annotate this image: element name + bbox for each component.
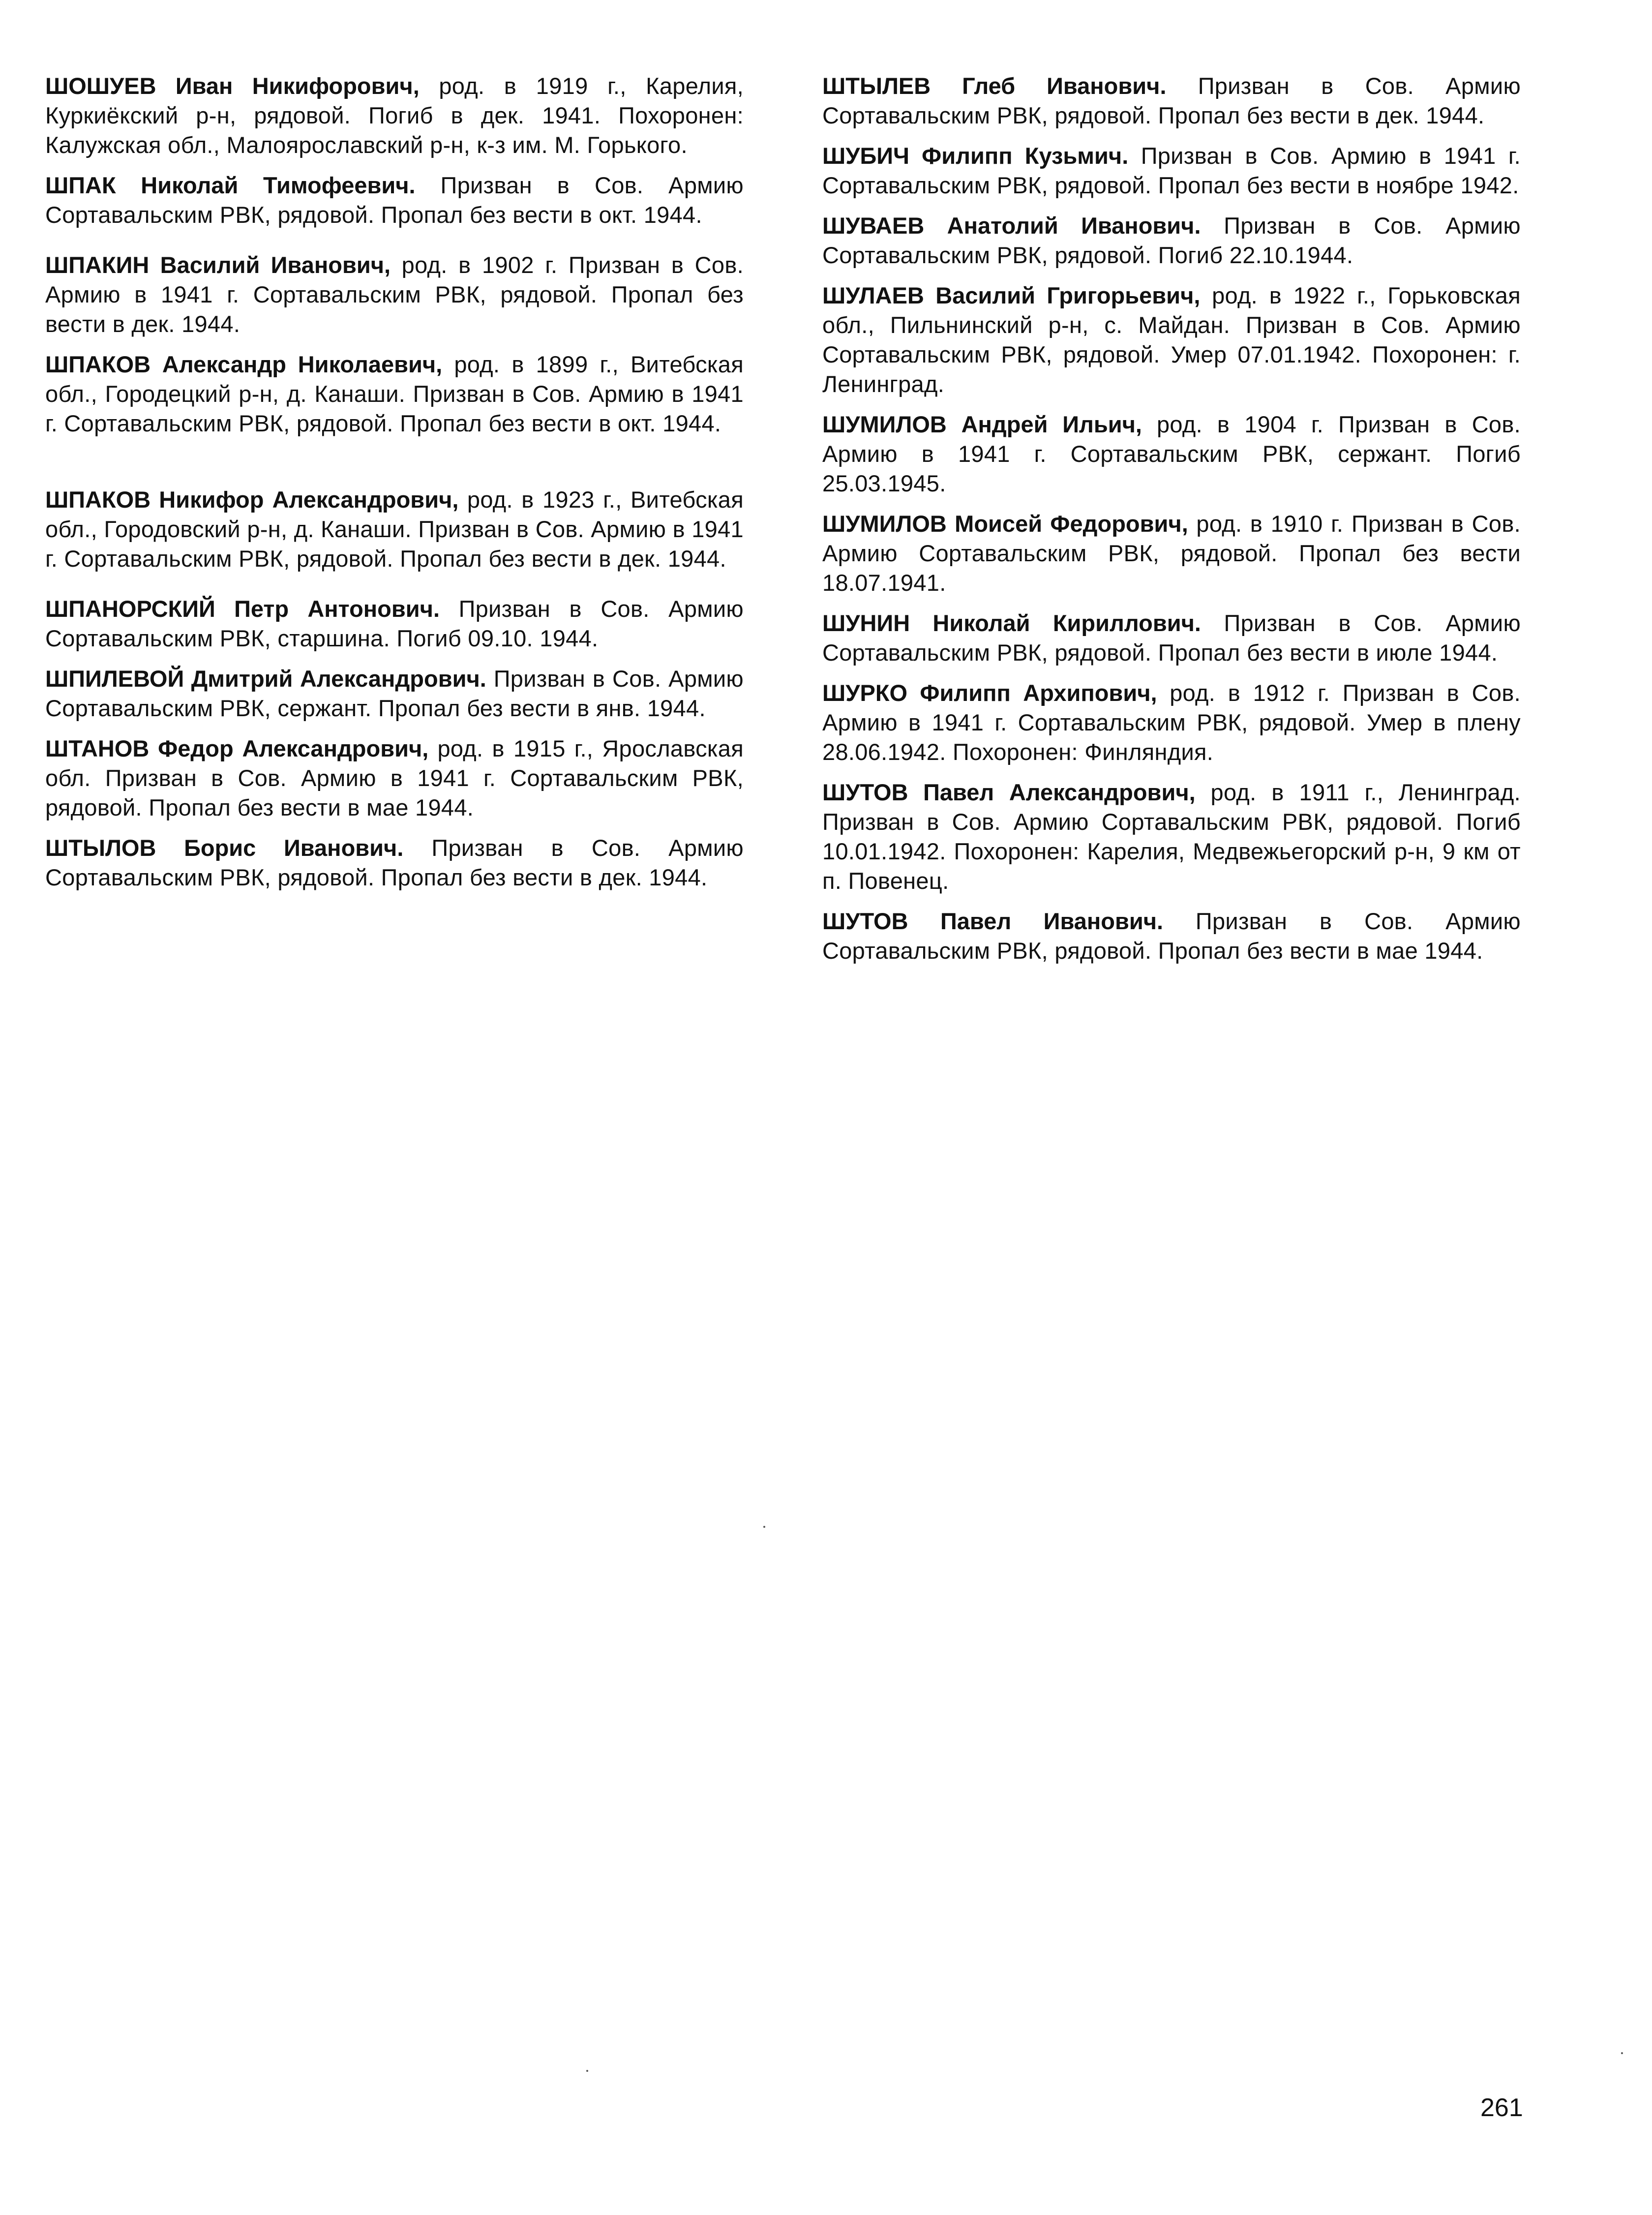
entry-text: Призван в Сов. Армию в 1941 г. Сортавальским РВК, рядовой. Пропал без вести в ноябре 1942. [822, 143, 1521, 198]
entry-shutov-aleksandrovich [822, 778, 1521, 896]
print-speck [586, 2070, 588, 2072]
print-speck [1621, 2052, 1623, 2054]
entry-shubich [822, 141, 1521, 200]
entry-name: ШУЛАЕВ Василий Григорьевич, [822, 282, 1201, 308]
entry-name: ШПАНОРСКИЙ Петр Антонович. [45, 596, 440, 622]
entry-name: ШУБИЧ Филипп Кузьмич. [822, 143, 1129, 169]
entry-text: род. в 1911 г., Ленинград. Призван в Сов. Армию Сортавальским РВК, рядовой. Погиб 10.01.1942. Похоронен: Карелия, Медвежьегорский р-н, 9 км от п. Повенец. [822, 779, 1521, 894]
entry-shuvaev [822, 211, 1521, 270]
entry-name: ШУТОВ Павел Иванович. [822, 908, 1164, 934]
entry-text: род. в 1904 г. Призван в Сов. Армию в 1941 г. Сортавальским РВК, сержант. Погиб 25.03.1945. [822, 411, 1521, 496]
entry-name: ШОШУЕВ Иван Никифорович, [45, 73, 420, 99]
entry-shulaev [822, 281, 1521, 399]
entry-name: ШУНИН Николай Кириллович. [822, 610, 1201, 636]
entry-text: род. в 1902 г. Призван в Сов. Армию в 1941 г. Сортавальским РВК, рядовой. Пропал без вести в дек. 1944. [45, 252, 744, 337]
entry-shurko [822, 678, 1521, 767]
entry-shunin [822, 608, 1521, 668]
entry-name: ШПИЛЕВОЙ Дмитрий Александрович. [45, 666, 486, 692]
entry-shpanorsky [45, 594, 744, 653]
entry-shtanov [45, 734, 744, 822]
entry-name: ШУМИЛОВ Андрей Ильич, [822, 411, 1142, 437]
entry-shpakov-aleksandr [45, 350, 744, 438]
entry-text: Призван в Сов. Армию Сортавальским РВК, рядовой. Пропал без вести в дек. 1944. [45, 835, 744, 890]
entry-shoshuev [45, 71, 744, 160]
entry-shpakov-nikifor [45, 485, 744, 574]
entry-shpilevoy [45, 664, 744, 723]
entry-name: ШТЫЛОВ Борис Иванович. [45, 835, 404, 861]
page-number: 261 [1480, 2094, 1523, 2122]
entry-shpak [45, 171, 744, 230]
entry-text: род. в 1899 г., Витебская обл., Городецкий р-н, д. Канаши. Призван в Сов. Армию в 1941 г. Сортавальским РВК, рядовой. Пропал без вести в окт. 1944. [45, 351, 744, 436]
entry-text: род. в 1910 г. Призван в Сов. Армию Сортавальским РВК, рядовой. Пропал без вести 18.07.1941. [822, 511, 1521, 596]
entry-text: Призван в Сов. Армию Сортавальским РВК, сержант. Пропал без вести в янв. 1944. [45, 666, 744, 721]
entry-text: Призван в Сов. Армию Сортавальским РВК, рядовой. Пропал без вести в дек. 1944. [822, 73, 1521, 128]
entry-text: род. в 1919 г., Карелия, Куркиёкский р-н, рядовой. Погиб в дек. 1941. Похоронен: Калужская обл., Малоярославский р-н, к-з им. М. Горького. [45, 73, 744, 158]
entry-text: Призван в Сов. Армию Сортавальским РВК, рядовой. Погиб 22.10.1944. [822, 212, 1521, 268]
entry-name: ШПАКОВ Александр Николаевич, [45, 351, 443, 377]
entry-name: ШУМИЛОВ Моисей Федорович, [822, 511, 1188, 537]
entry-shutov-ivanovich [822, 907, 1521, 966]
entry-text: род. в 1912 г. Призван в Сов. Армию в 1941 г. Сортавальским РВК, рядовой. Умер в плену 28.06.1942. Похоронен: Финляндия. [822, 680, 1521, 765]
entry-shtylov [45, 833, 744, 892]
entry-shtylev [822, 71, 1521, 130]
entry-shpakin [45, 250, 744, 339]
entry-shumilov-moisey [822, 509, 1521, 598]
entry-name: ШПАКИН Василий Иванович, [45, 252, 391, 278]
print-speck [763, 1526, 765, 1528]
entry-text: Призван в Сов. Армию Сортавальским РВК, рядовой. Пропал без вести в июле 1944. [822, 610, 1521, 666]
entry-shumilov-andrey [822, 410, 1521, 498]
entry-name: ШПАКОВ Никифор Александрович, [45, 486, 459, 513]
entry-text: Призван в Сов. Армию Сортавальским РВК, старшина. Погиб 09.10. 1944. [45, 596, 744, 651]
entry-text: род. в 1922 г., Горьковская обл., Пильнинский р-н, с. Майдан. Призван в Сов. Армию Сортавальским РВК, рядовой. Умер 07.01.1942. Похоронен: г. Ленинград. [822, 282, 1521, 397]
entry-name: ШПАК Николай Тимофеевич. [45, 172, 416, 198]
left-column [45, 71, 744, 892]
entry-name: ШУВАЕВ Анатолий Иванович. [822, 212, 1201, 239]
right-column [822, 71, 1521, 966]
entry-name: ШТАНОВ Федор Александрович, [45, 735, 429, 761]
entry-text: Призван в Сов. Армию Сортавальским РВК, рядовой. Пропал без вести в окт. 1944. [45, 172, 744, 228]
entry-name: ШУТОВ Павел Александрович, [822, 779, 1196, 805]
entry-text: род. в 1915 г., Ярославская обл. Призван в Сов. Армию в 1941 г. Сортавальским РВК, рядовой. Пропал без вести в мае 1944. [45, 735, 744, 820]
entry-name: ШУРКО Филипп Архипович, [822, 680, 1157, 706]
entry-text: Призван в Сов. Армию Сортавальским РВК, рядовой. Пропал без вести в мае 1944. [822, 908, 1521, 964]
entry-text: род. в 1923 г., Витебская обл., Городовский р-н, д. Канаши. Призван в Сов. Армию в 1941 г. Сортавальским РВК, рядовой. Пропал без вести в дек. 1944. [45, 486, 744, 572]
entry-name: ШТЫЛЕВ Глеб Иванович. [822, 73, 1167, 99]
